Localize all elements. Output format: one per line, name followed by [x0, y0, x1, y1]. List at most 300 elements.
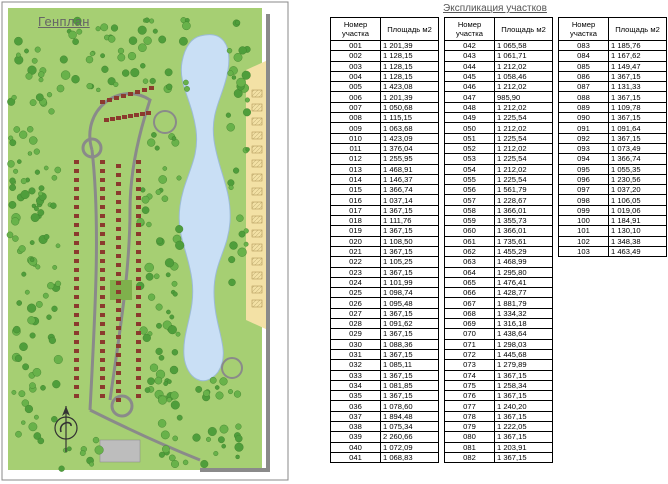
- tree: [158, 419, 166, 427]
- tree: [147, 139, 155, 147]
- tree: [215, 385, 219, 389]
- house: [100, 169, 105, 173]
- table-row: [331, 308, 439, 318]
- plot-number: 001: [331, 41, 381, 51]
- plot-area: 1 073,49: [609, 143, 667, 153]
- house: [116, 263, 121, 267]
- table-row: [445, 216, 553, 226]
- table-row: [445, 51, 553, 61]
- table-row: [559, 113, 667, 123]
- tree: [9, 201, 16, 208]
- plot-number: 072: [445, 349, 495, 359]
- table-row: [445, 226, 553, 236]
- house: [116, 281, 121, 285]
- tree: [53, 265, 57, 269]
- plot-area: 1 106,05: [609, 195, 667, 205]
- table-row: [331, 452, 439, 462]
- plot-number: 087: [559, 82, 609, 92]
- beach-building: [252, 244, 262, 251]
- plot-number: 008: [331, 113, 381, 123]
- tree: [29, 423, 37, 431]
- tree: [131, 68, 140, 77]
- house: [136, 313, 141, 317]
- plot-number: 038: [331, 421, 381, 431]
- house: [136, 331, 141, 335]
- plot-area: 1 184,91: [609, 216, 667, 226]
- plot-number: 032: [331, 360, 381, 370]
- plot-number: 035: [331, 391, 381, 401]
- house: [100, 259, 105, 263]
- plot-area: 1 428,77: [495, 288, 553, 298]
- tree: [51, 416, 57, 422]
- plot-area: 1 468,99: [495, 257, 553, 267]
- table-row: [559, 133, 667, 143]
- plot-number: 015: [331, 185, 381, 195]
- house: [136, 340, 141, 344]
- house: [116, 164, 121, 168]
- tree: [228, 70, 234, 76]
- plot-area: 1 225,54: [495, 133, 553, 143]
- tree: [229, 185, 234, 190]
- tree: [234, 391, 241, 398]
- plot-area: 1 212,02: [495, 82, 553, 92]
- tree: [220, 425, 228, 433]
- table-row: [445, 319, 553, 329]
- house: [116, 371, 121, 375]
- tree: [43, 293, 48, 298]
- tree: [118, 54, 125, 61]
- tree: [21, 421, 25, 425]
- house: [136, 187, 141, 191]
- plot-area: 1 255,95: [381, 154, 439, 164]
- tree: [36, 94, 43, 101]
- tree: [96, 88, 100, 92]
- plot-area: 1 055,35: [609, 164, 667, 174]
- house: [116, 380, 121, 384]
- table-row: [445, 113, 553, 123]
- plot-area: 1 095,48: [381, 298, 439, 308]
- table-row: [559, 61, 667, 71]
- tree: [55, 167, 61, 173]
- tree: [159, 355, 164, 360]
- plot-number: 066: [445, 288, 495, 298]
- tree: [228, 389, 233, 394]
- tree: [239, 231, 245, 237]
- plot-area: 1 367,15: [609, 113, 667, 123]
- tree: [142, 207, 149, 214]
- house: [74, 250, 79, 254]
- table-row: [445, 308, 553, 318]
- tree: [236, 455, 240, 459]
- tree: [29, 188, 36, 195]
- tree: [55, 281, 61, 287]
- tree: [50, 203, 56, 209]
- house: [74, 259, 79, 263]
- plot-number: 023: [331, 267, 381, 277]
- plot-area: 1 228,67: [495, 195, 553, 205]
- plot-area: 1 295,80: [495, 267, 553, 277]
- table-row: [331, 82, 439, 92]
- house: [136, 286, 141, 290]
- tree: [95, 446, 104, 455]
- house: [100, 295, 105, 299]
- tree: [25, 405, 33, 413]
- house: [74, 286, 79, 290]
- table-row: [331, 102, 439, 112]
- plot-number: 005: [331, 82, 381, 92]
- table-row: [331, 71, 439, 81]
- tree: [140, 63, 145, 68]
- house: [136, 169, 141, 173]
- plot-area: 1 367,15: [381, 205, 439, 215]
- plot-area: 1 222,05: [495, 421, 553, 431]
- plot-area: 1 455,29: [495, 246, 553, 256]
- plot-number: 028: [331, 319, 381, 329]
- house: [122, 115, 127, 119]
- tree: [17, 160, 21, 164]
- tree: [171, 392, 179, 400]
- tree: [30, 258, 34, 262]
- plot-area: 1 334,32: [495, 308, 553, 318]
- tree: [44, 234, 49, 239]
- tree: [166, 84, 172, 90]
- plot-number: 012: [331, 154, 381, 164]
- house: [100, 214, 105, 218]
- house: [136, 241, 141, 245]
- plot-area: 1 115,15: [381, 113, 439, 123]
- plot-number: 094: [559, 154, 609, 164]
- table-row: [445, 205, 553, 215]
- plot-area: 1 201,39: [381, 92, 439, 102]
- tree: [170, 315, 174, 319]
- tree: [227, 123, 235, 131]
- house: [74, 277, 79, 281]
- plot-area: 985,90: [495, 92, 553, 102]
- plot-area: 1 068,83: [381, 452, 439, 462]
- plot-area: 1 367,15: [381, 267, 439, 277]
- table-row: [559, 246, 667, 256]
- plot-number: 099: [559, 205, 609, 215]
- plot-number: 088: [559, 92, 609, 102]
- house: [134, 113, 139, 117]
- tree: [27, 126, 33, 132]
- tree: [13, 326, 20, 333]
- plot-number: 061: [445, 236, 495, 246]
- plot-area: 1 037,20: [609, 185, 667, 195]
- tree: [151, 132, 156, 137]
- house: [116, 398, 121, 402]
- plot-area: 1 185,76: [609, 41, 667, 51]
- house: [136, 376, 141, 380]
- plot-area: 1 128,15: [381, 71, 439, 81]
- plot-number: 056: [445, 185, 495, 195]
- table-row: [331, 298, 439, 308]
- tree: [235, 20, 240, 25]
- tree: [162, 196, 168, 202]
- house: [74, 187, 79, 191]
- table-row: [445, 298, 553, 308]
- plot-area: 1 081,85: [381, 380, 439, 390]
- plot-number: 052: [445, 143, 495, 153]
- house: [74, 394, 79, 398]
- tree: [10, 178, 16, 184]
- house: [100, 358, 105, 362]
- tree: [21, 190, 30, 199]
- tree: [159, 36, 166, 43]
- tree: [234, 89, 242, 97]
- tree: [90, 52, 94, 56]
- tree: [165, 69, 172, 76]
- table-row: [331, 411, 439, 421]
- plot-number: 055: [445, 174, 495, 184]
- table-row: [559, 82, 667, 92]
- tree: [149, 19, 154, 24]
- tree: [40, 385, 45, 390]
- plot-number: 051: [445, 133, 495, 143]
- table-row: [331, 432, 439, 442]
- tree: [218, 437, 224, 443]
- tree: [143, 79, 148, 84]
- table-row: [445, 401, 553, 411]
- house: [74, 268, 79, 272]
- house: [100, 313, 105, 317]
- plot-number: 071: [445, 339, 495, 349]
- beach-building: [252, 90, 262, 97]
- plot-area: 1 348,38: [609, 236, 667, 246]
- tree: [150, 78, 156, 84]
- table-caption: Экспликация участков: [443, 3, 547, 14]
- table-row: [445, 123, 553, 133]
- table-row: [559, 164, 667, 174]
- plot-area: 1 212,02: [495, 123, 553, 133]
- tree: [232, 76, 236, 80]
- table-row: [559, 174, 667, 184]
- plot-area: 1 203,91: [495, 442, 553, 452]
- tree: [13, 169, 18, 174]
- tree: [155, 146, 160, 151]
- plot-number: 102: [559, 236, 609, 246]
- house: [74, 313, 79, 317]
- tree: [35, 47, 41, 53]
- plot-area: 1 108,50: [381, 236, 439, 246]
- table-row: [331, 164, 439, 174]
- plot-area: 1 146,37: [381, 174, 439, 184]
- plot-number: 021: [331, 246, 381, 256]
- tree: [171, 401, 180, 410]
- tree: [146, 222, 151, 227]
- plot-area: 1 105,25: [381, 257, 439, 267]
- house: [136, 295, 141, 299]
- tree: [246, 147, 250, 151]
- plot-number: 025: [331, 288, 381, 298]
- tree: [122, 70, 129, 77]
- tree: [237, 78, 246, 87]
- plot-area: 1 367,15: [381, 329, 439, 339]
- table-row: [445, 257, 553, 267]
- plot-area: 1 072,09: [381, 442, 439, 452]
- beach-building: [252, 300, 262, 307]
- house: [74, 376, 79, 380]
- house: [136, 358, 141, 362]
- tree: [26, 73, 33, 80]
- table-row: [445, 339, 553, 349]
- tree: [22, 364, 28, 370]
- table-row: [559, 71, 667, 81]
- plot-number: 011: [331, 143, 381, 153]
- plot-number: 030: [331, 339, 381, 349]
- tree: [7, 232, 13, 238]
- plot-number: 018: [331, 216, 381, 226]
- plot-area: 1 366,74: [381, 185, 439, 195]
- tree: [235, 443, 244, 452]
- tree: [10, 140, 16, 146]
- house: [74, 241, 79, 245]
- table-row: [331, 442, 439, 452]
- house: [100, 340, 105, 344]
- table-row: [331, 288, 439, 298]
- house: [140, 112, 145, 116]
- tree: [216, 392, 224, 400]
- tree: [54, 355, 63, 364]
- tree: [19, 131, 27, 139]
- plot-area: 1 037,14: [381, 195, 439, 205]
- tree: [34, 206, 39, 211]
- tree: [196, 386, 202, 392]
- tree: [168, 325, 177, 334]
- tree: [156, 348, 163, 355]
- tree: [128, 52, 136, 60]
- plot-number: 050: [445, 123, 495, 133]
- house: [121, 94, 126, 98]
- plot-number: 100: [559, 216, 609, 226]
- table-row: [445, 174, 553, 184]
- table-row: [331, 319, 439, 329]
- tree: [227, 48, 232, 53]
- plot-area: 1 316,18: [495, 319, 553, 329]
- house: [128, 92, 133, 96]
- table-row: [559, 41, 667, 51]
- house: [116, 362, 121, 366]
- table-row: [445, 71, 553, 81]
- tree: [193, 434, 201, 442]
- table-row: [331, 277, 439, 287]
- tree: [77, 29, 82, 34]
- table-row: [445, 267, 553, 277]
- plot-number: 092: [559, 133, 609, 143]
- tree: [238, 248, 247, 257]
- plot-number: 004: [331, 71, 381, 81]
- house: [136, 178, 141, 182]
- table-row: [445, 164, 553, 174]
- beach-building: [252, 118, 262, 125]
- table-row: [331, 339, 439, 349]
- plot-number: 074: [445, 370, 495, 380]
- plot-area: 1 098,74: [381, 288, 439, 298]
- house: [136, 349, 141, 353]
- tree: [39, 78, 43, 82]
- tree: [182, 22, 190, 30]
- tree: [173, 292, 178, 297]
- plot-number: 070: [445, 329, 495, 339]
- plot-number: 077: [445, 401, 495, 411]
- tree: [233, 168, 239, 174]
- beach-building: [252, 188, 262, 195]
- tree: [22, 272, 27, 277]
- table-row: [445, 380, 553, 390]
- house: [100, 160, 105, 164]
- tree: [167, 398, 172, 403]
- beach-building: [252, 230, 262, 237]
- house: [100, 367, 105, 371]
- table-row: [445, 411, 553, 421]
- table-row: [331, 133, 439, 143]
- plot-number: 062: [445, 246, 495, 256]
- beach-building: [252, 258, 262, 265]
- house: [136, 277, 141, 281]
- house: [100, 331, 105, 335]
- plot-area: 1 367,15: [609, 92, 667, 102]
- tree: [30, 240, 34, 244]
- plot-area: 1 019,06: [609, 205, 667, 215]
- house: [136, 259, 141, 263]
- tree: [176, 332, 180, 336]
- tree: [172, 349, 178, 355]
- plot-area: 1 366,01: [495, 205, 553, 215]
- beach-building: [252, 174, 262, 181]
- beach-building: [252, 272, 262, 279]
- plot-number: 010: [331, 133, 381, 143]
- plot-number: 016: [331, 195, 381, 205]
- table-row: [445, 370, 553, 380]
- plot-area: 1 735,61: [495, 236, 553, 246]
- house: [116, 272, 121, 276]
- house: [146, 111, 151, 115]
- tree: [87, 83, 93, 89]
- house: [74, 331, 79, 335]
- plot-area: 1 881,79: [495, 298, 553, 308]
- plot-area: 1 075,34: [381, 421, 439, 431]
- plot-number: 026: [331, 298, 381, 308]
- plot-number: 079: [445, 421, 495, 431]
- house: [100, 304, 105, 308]
- plot-area: 1 367,15: [381, 308, 439, 318]
- tree: [220, 378, 228, 386]
- house: [149, 86, 154, 90]
- house: [74, 340, 79, 344]
- plot-number: 003: [331, 61, 381, 71]
- house: [116, 116, 121, 120]
- tree: [12, 390, 16, 394]
- plot-number: 042: [445, 41, 495, 51]
- table-row: [559, 185, 667, 195]
- tree: [31, 213, 39, 221]
- house: [74, 178, 79, 182]
- house: [136, 250, 141, 254]
- plot-area: 1 130,10: [609, 226, 667, 236]
- table-row: [559, 102, 667, 112]
- house: [116, 173, 121, 177]
- house: [100, 385, 105, 389]
- tree: [113, 82, 118, 87]
- tree: [183, 80, 188, 85]
- house: [74, 358, 79, 362]
- house: [74, 169, 79, 173]
- plot-area: 1 366,74: [609, 154, 667, 164]
- tree: [144, 37, 152, 45]
- header-area: Площадь м2: [609, 18, 667, 41]
- tree: [29, 383, 35, 389]
- tree: [172, 136, 176, 140]
